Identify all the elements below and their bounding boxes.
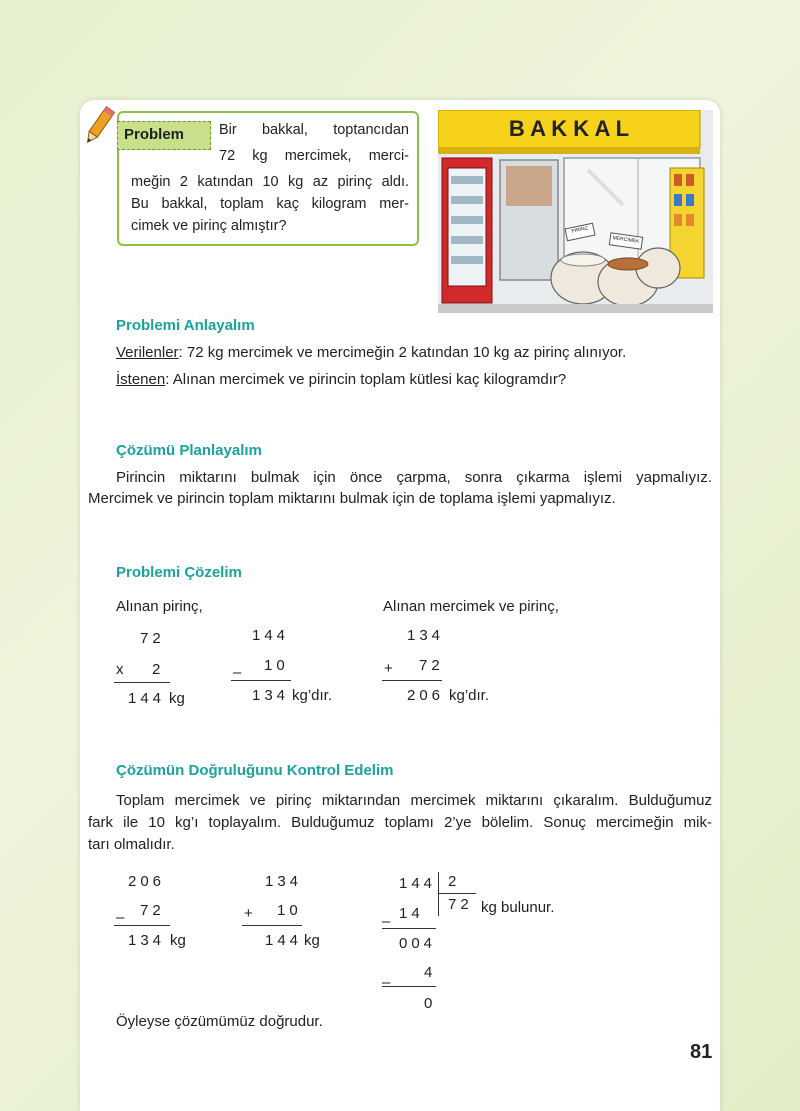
problem-line-3: meğin 2 katından 10 kg az pirinç aldı. — [131, 174, 409, 190]
solve-right-label: Alınan mercimek ve pirinç, — [383, 598, 559, 615]
add-unit: kg’dır. — [449, 687, 490, 704]
given-text: : 72 kg mercimek ve mercimeğin 2 katından 10 kg az pirinç alınıyor. — [178, 344, 627, 361]
div-step2: 4 — [424, 964, 437, 981]
shop-sign: B A K K A L — [508, 116, 630, 141]
div-step1-op: – — [382, 913, 391, 930]
check-add-result: 144 — [265, 932, 303, 949]
sack-label-right: MERCİMEK — [612, 235, 640, 245]
sub-rule — [231, 680, 291, 681]
check-add-rule — [242, 925, 302, 926]
add-b: 72 — [419, 657, 444, 674]
add-op: + — [384, 660, 393, 677]
div-dividend: 144 — [399, 875, 437, 892]
problem-badge-label: Problem — [124, 126, 185, 143]
mult-result: 144 — [128, 690, 166, 707]
asked-line — [116, 371, 566, 388]
add-result: 206 — [407, 687, 445, 704]
div-bracket-vertical — [438, 872, 439, 916]
plan-line-1: Pirincin miktarını bulmak için önce çarpma, sonra çıkarma işlemi yapmalıyız. — [116, 469, 712, 486]
plan-heading: Çözümü Planlayalım — [116, 442, 262, 459]
check-sub-b: 72 — [140, 902, 165, 919]
div-unit: kg bulunur. — [481, 899, 555, 916]
sub-result: 134 — [252, 687, 290, 704]
pencil-icon — [82, 104, 116, 148]
check-add-unit: kg — [304, 932, 320, 949]
div-step1: 14 — [399, 905, 424, 922]
asked-text: : Alınan mercimek ve pirincin toplam kütlesi kaç kilogramdır? — [165, 371, 567, 388]
given-label: Verilenler — [116, 344, 179, 361]
div-bracket-horizontal — [438, 893, 476, 894]
div-rem1: 004 — [399, 935, 437, 952]
conclusion: Öyleyse çözümümüz doğrudur. — [116, 1013, 323, 1030]
mult-a: 72 — [140, 630, 165, 647]
div-quotient: 72 — [448, 896, 473, 913]
sub-op: – — [233, 664, 242, 681]
problem-line-4: Bu bakkal, toplam kaç kilogram mer- — [131, 196, 409, 212]
check-sub-unit: kg — [170, 932, 186, 949]
add-a: 134 — [407, 627, 445, 644]
check-add-b: 10 — [277, 902, 302, 919]
given-line — [116, 344, 626, 361]
plan-line-2: Mercimek ve pirincin toplam miktarını bulmak için de toplama işlemi yapmalıyız. — [88, 490, 616, 507]
div-divisor: 2 — [448, 873, 461, 890]
add-rule — [382, 680, 442, 681]
sub-b: 10 — [264, 657, 289, 674]
check-add-op: + — [244, 905, 253, 922]
check-add-a: 134 — [265, 873, 303, 890]
problem-line-5: cimek ve pirinç almıştır? — [131, 218, 287, 234]
div-rule-1 — [382, 928, 436, 929]
mult-rule — [114, 682, 170, 683]
div-step2-op: – — [382, 974, 391, 991]
check-line-2: fark ile 10 kg’ı toplayalım. Bulduğumuz toplamı 2’ye bölelim. Sonuç mercimeğin mik- — [88, 814, 712, 831]
div-rule-2 — [382, 986, 436, 987]
shop-illustration — [438, 110, 713, 313]
problem-badge — [117, 121, 211, 150]
problem-line-1: Bir bakkal, toptancıdan — [219, 122, 409, 138]
check-heading: Çözümün Doğruluğunu Kontrol Edelim — [116, 762, 394, 779]
check-line-3: tarı olmalıdır. — [88, 836, 175, 853]
check-sub-op: – — [116, 909, 125, 926]
solve-left-label: Alınan pirinç, — [116, 598, 203, 615]
solve-heading: Problemi Çözelim — [116, 564, 242, 581]
mult-b: 2 — [152, 661, 165, 678]
page-number: 81 — [690, 1041, 713, 1063]
sack-label-left: PİRİNÇ — [571, 225, 589, 235]
sub-a: 144 — [252, 627, 290, 644]
asked-label: İstenen — [116, 371, 166, 388]
check-sub-rule — [114, 925, 170, 926]
problem-line-2: 72 kg mercimek, merci- — [219, 148, 409, 164]
mult-op: x — [116, 661, 124, 678]
understand-heading: Problemi Anlayalım — [116, 317, 255, 334]
mult-unit: kg — [169, 690, 185, 707]
check-line-1: Toplam mercimek ve pirinç miktarından mercimek miktarını çıkaralım. Bulduğumuz — [116, 792, 712, 809]
sub-unit: kg’dır. — [292, 687, 333, 704]
check-sub-a: 206 — [128, 873, 166, 890]
check-sub-result: 134 — [128, 932, 166, 949]
div-rem2: 0 — [424, 995, 437, 1012]
